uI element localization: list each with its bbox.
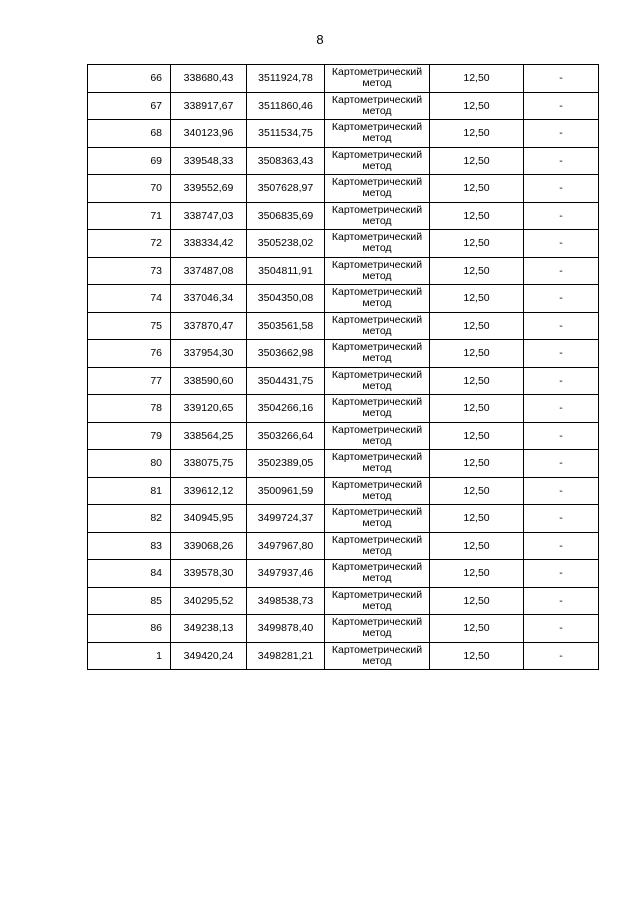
coordinate-x-cell: 339068,26 [171,532,247,560]
note-cell: - [524,615,599,643]
note-cell: - [524,120,599,148]
accuracy-cell: 12,50 [430,175,524,203]
table-row [88,175,599,203]
coordinate-x-cell: 340295,52 [171,587,247,615]
table-row [88,65,599,93]
method-line-1: Картометрический [331,368,423,381]
point-number-cell: 1 [88,642,171,670]
note-cell: - [524,477,599,505]
coordinate-y-cell: 3499878,40 [247,615,325,643]
method-line-1: Картометрический [331,341,423,354]
method-line-1: Картометрический [331,616,423,629]
coordinate-x-cell: 338917,67 [171,92,247,120]
coordinate-y-cell: 3504431,75 [247,367,325,395]
point-number-cell: 72 [88,230,171,258]
method-cell [325,587,430,615]
accuracy-cell: 12,50 [430,202,524,230]
method-line-1: Картометрический [331,66,423,79]
note-cell: - [524,340,599,368]
coordinate-y-cell: 3511924,78 [247,65,325,93]
accuracy-cell: 12,50 [430,477,524,505]
method-cell [325,477,430,505]
method-cell [325,230,430,258]
note-cell: - [524,65,599,93]
point-number-cell: 76 [88,340,171,368]
method-line-2: метод [362,297,392,310]
method-line-2: метод [362,599,392,612]
method-line-1: Картометрический [331,423,423,436]
method-line-1: Картометрический [331,533,423,546]
coordinate-y-cell: 3505238,02 [247,230,325,258]
table-row [88,587,599,615]
point-number-cell: 75 [88,312,171,340]
coordinate-y-cell: 3503662,98 [247,340,325,368]
point-number-cell: 82 [88,505,171,533]
coordinate-y-cell: 3504811,91 [247,257,325,285]
accuracy-cell: 12,50 [430,587,524,615]
accuracy-cell: 12,50 [430,340,524,368]
coordinate-y-cell: 3498538,73 [247,587,325,615]
coordinate-x-cell: 349238,13 [171,615,247,643]
method-line-1: Картометрический [331,478,423,491]
coordinate-y-cell: 3502389,05 [247,450,325,478]
note-cell: - [524,395,599,423]
coordinate-x-cell: 340123,96 [171,120,247,148]
table-row [88,395,599,423]
table-row [88,285,599,313]
coordinate-y-cell: 3507628,97 [247,175,325,203]
note-cell: - [524,532,599,560]
method-line-1: Картометрический [331,396,423,409]
table-row [88,147,599,175]
note-cell: - [524,175,599,203]
method-cell [325,65,430,93]
coordinate-x-cell: 338680,43 [171,65,247,93]
table-row [88,505,599,533]
accuracy-cell: 12,50 [430,65,524,93]
point-number-cell: 74 [88,285,171,313]
method-cell [325,450,430,478]
method-line-2: метод [362,434,392,447]
method-line-2: метод [362,132,392,145]
accuracy-cell: 12,50 [430,395,524,423]
coordinate-y-cell: 3511860,46 [247,92,325,120]
note-cell: - [524,505,599,533]
point-number-cell: 85 [88,587,171,615]
coordinate-x-cell: 337954,30 [171,340,247,368]
accuracy-cell: 12,50 [430,230,524,258]
coordinate-x-cell: 339552,69 [171,175,247,203]
coordinate-y-cell: 3497967,80 [247,532,325,560]
accuracy-cell: 12,50 [430,92,524,120]
method-cell [325,147,430,175]
coordinate-x-cell: 349420,24 [171,642,247,670]
method-line-2: метод [362,269,392,282]
method-line-1: Картометрический [331,231,423,244]
method-cell [325,312,430,340]
note-cell: - [524,147,599,175]
point-number-cell: 79 [88,422,171,450]
method-line-2: метод [362,379,392,392]
note-cell: - [524,285,599,313]
method-line-2: метод [362,407,392,420]
table-row [88,422,599,450]
point-number-cell: 80 [88,450,171,478]
method-cell [325,92,430,120]
coordinate-x-cell: 338747,03 [171,202,247,230]
method-line-2: метод [362,627,392,640]
coordinate-x-cell: 338075,75 [171,450,247,478]
accuracy-cell: 12,50 [430,560,524,588]
table-row [88,367,599,395]
coordinate-x-cell: 339578,30 [171,560,247,588]
accuracy-cell: 12,50 [430,532,524,560]
method-cell [325,120,430,148]
point-number-cell: 69 [88,147,171,175]
coordinate-y-cell: 3497937,46 [247,560,325,588]
table-row [88,92,599,120]
note-cell: - [524,422,599,450]
method-line-1: Картометрический [331,451,423,464]
point-number-cell: 73 [88,257,171,285]
note-cell: - [524,560,599,588]
method-line-2: метод [362,462,392,475]
coordinate-y-cell: 3498281,21 [247,642,325,670]
coordinate-y-cell: 3503561,58 [247,312,325,340]
method-cell [325,532,430,560]
coordinate-x-cell: 339120,65 [171,395,247,423]
coordinate-y-cell: 3504266,16 [247,395,325,423]
method-line-1: Картометрический [331,121,423,134]
note-cell: - [524,257,599,285]
method-cell [325,615,430,643]
method-line-1: Картометрический [331,258,423,271]
coordinate-x-cell: 338334,42 [171,230,247,258]
method-line-2: метод [362,352,392,365]
point-number-cell: 84 [88,560,171,588]
table-row [88,202,599,230]
table-row [88,120,599,148]
coordinates-table [87,64,599,670]
point-number-cell: 67 [88,92,171,120]
coordinate-x-cell: 339612,12 [171,477,247,505]
note-cell: - [524,587,599,615]
table-row [88,560,599,588]
accuracy-cell: 12,50 [430,450,524,478]
point-number-cell: 86 [88,615,171,643]
method-line-1: Картометрический [331,506,423,519]
accuracy-cell: 12,50 [430,312,524,340]
method-line-2: метод [362,489,392,502]
page-number: 8 [316,32,324,47]
method-cell [325,367,430,395]
coordinate-y-cell: 3499724,37 [247,505,325,533]
table-row [88,257,599,285]
note-cell: - [524,642,599,670]
method-line-2: метод [362,242,392,255]
accuracy-cell: 12,50 [430,147,524,175]
accuracy-cell: 12,50 [430,120,524,148]
method-line-2: метод [362,654,392,667]
accuracy-cell: 12,50 [430,367,524,395]
method-line-2: метод [362,517,392,530]
table-row [88,312,599,340]
table-row [88,642,599,670]
note-cell: - [524,202,599,230]
point-number-cell: 70 [88,175,171,203]
table-row [88,230,599,258]
coordinates-table-body [88,65,599,670]
method-line-1: Картометрический [331,643,423,656]
method-line-2: метод [362,324,392,337]
method-cell [325,422,430,450]
accuracy-cell: 12,50 [430,505,524,533]
method-line-1: Картометрический [331,286,423,299]
point-number-cell: 78 [88,395,171,423]
method-cell [325,202,430,230]
coordinate-x-cell: 337870,47 [171,312,247,340]
coordinate-y-cell: 3506835,69 [247,202,325,230]
coordinate-x-cell: 338564,25 [171,422,247,450]
point-number-cell: 68 [88,120,171,148]
method-cell [325,560,430,588]
table-row [88,340,599,368]
method-line-1: Картометрический [331,588,423,601]
method-line-2: метод [362,77,392,90]
coordinate-x-cell: 337046,34 [171,285,247,313]
method-line-2: метод [362,187,392,200]
table-row [88,450,599,478]
coordinate-x-cell: 338590,60 [171,367,247,395]
point-number-cell: 71 [88,202,171,230]
point-number-cell: 83 [88,532,171,560]
method-line-1: Картометрический [331,203,423,216]
method-line-2: метод [362,104,392,117]
coordinate-x-cell: 340945,95 [171,505,247,533]
method-line-2: метод [362,572,392,585]
point-number-cell: 66 [88,65,171,93]
method-cell [325,257,430,285]
coordinate-x-cell: 339548,33 [171,147,247,175]
method-line-1: Картометрический [331,176,423,189]
method-line-2: метод [362,544,392,557]
method-line-1: Картометрический [331,93,423,106]
note-cell: - [524,367,599,395]
accuracy-cell: 12,50 [430,642,524,670]
table-row [88,615,599,643]
table-row [88,477,599,505]
method-line-1: Картометрический [331,561,423,574]
point-number-cell: 81 [88,477,171,505]
coordinate-y-cell: 3503266,64 [247,422,325,450]
method-line-2: метод [362,214,392,227]
method-line-1: Картометрический [331,313,423,326]
accuracy-cell: 12,50 [430,422,524,450]
method-cell [325,642,430,670]
method-cell [325,505,430,533]
accuracy-cell: 12,50 [430,257,524,285]
coordinate-y-cell: 3511534,75 [247,120,325,148]
note-cell: - [524,92,599,120]
accuracy-cell: 12,50 [430,285,524,313]
method-cell [325,395,430,423]
note-cell: - [524,450,599,478]
table-row [88,532,599,560]
note-cell: - [524,312,599,340]
coordinate-y-cell: 3500961,59 [247,477,325,505]
coordinate-y-cell: 3508363,43 [247,147,325,175]
coordinate-x-cell: 337487,08 [171,257,247,285]
point-number-cell: 77 [88,367,171,395]
method-cell [325,285,430,313]
method-line-2: метод [362,159,392,172]
method-cell [325,340,430,368]
method-line-1: Картометрический [331,148,423,161]
coordinate-y-cell: 3504350,08 [247,285,325,313]
accuracy-cell: 12,50 [430,615,524,643]
note-cell: - [524,230,599,258]
method-cell [325,175,430,203]
